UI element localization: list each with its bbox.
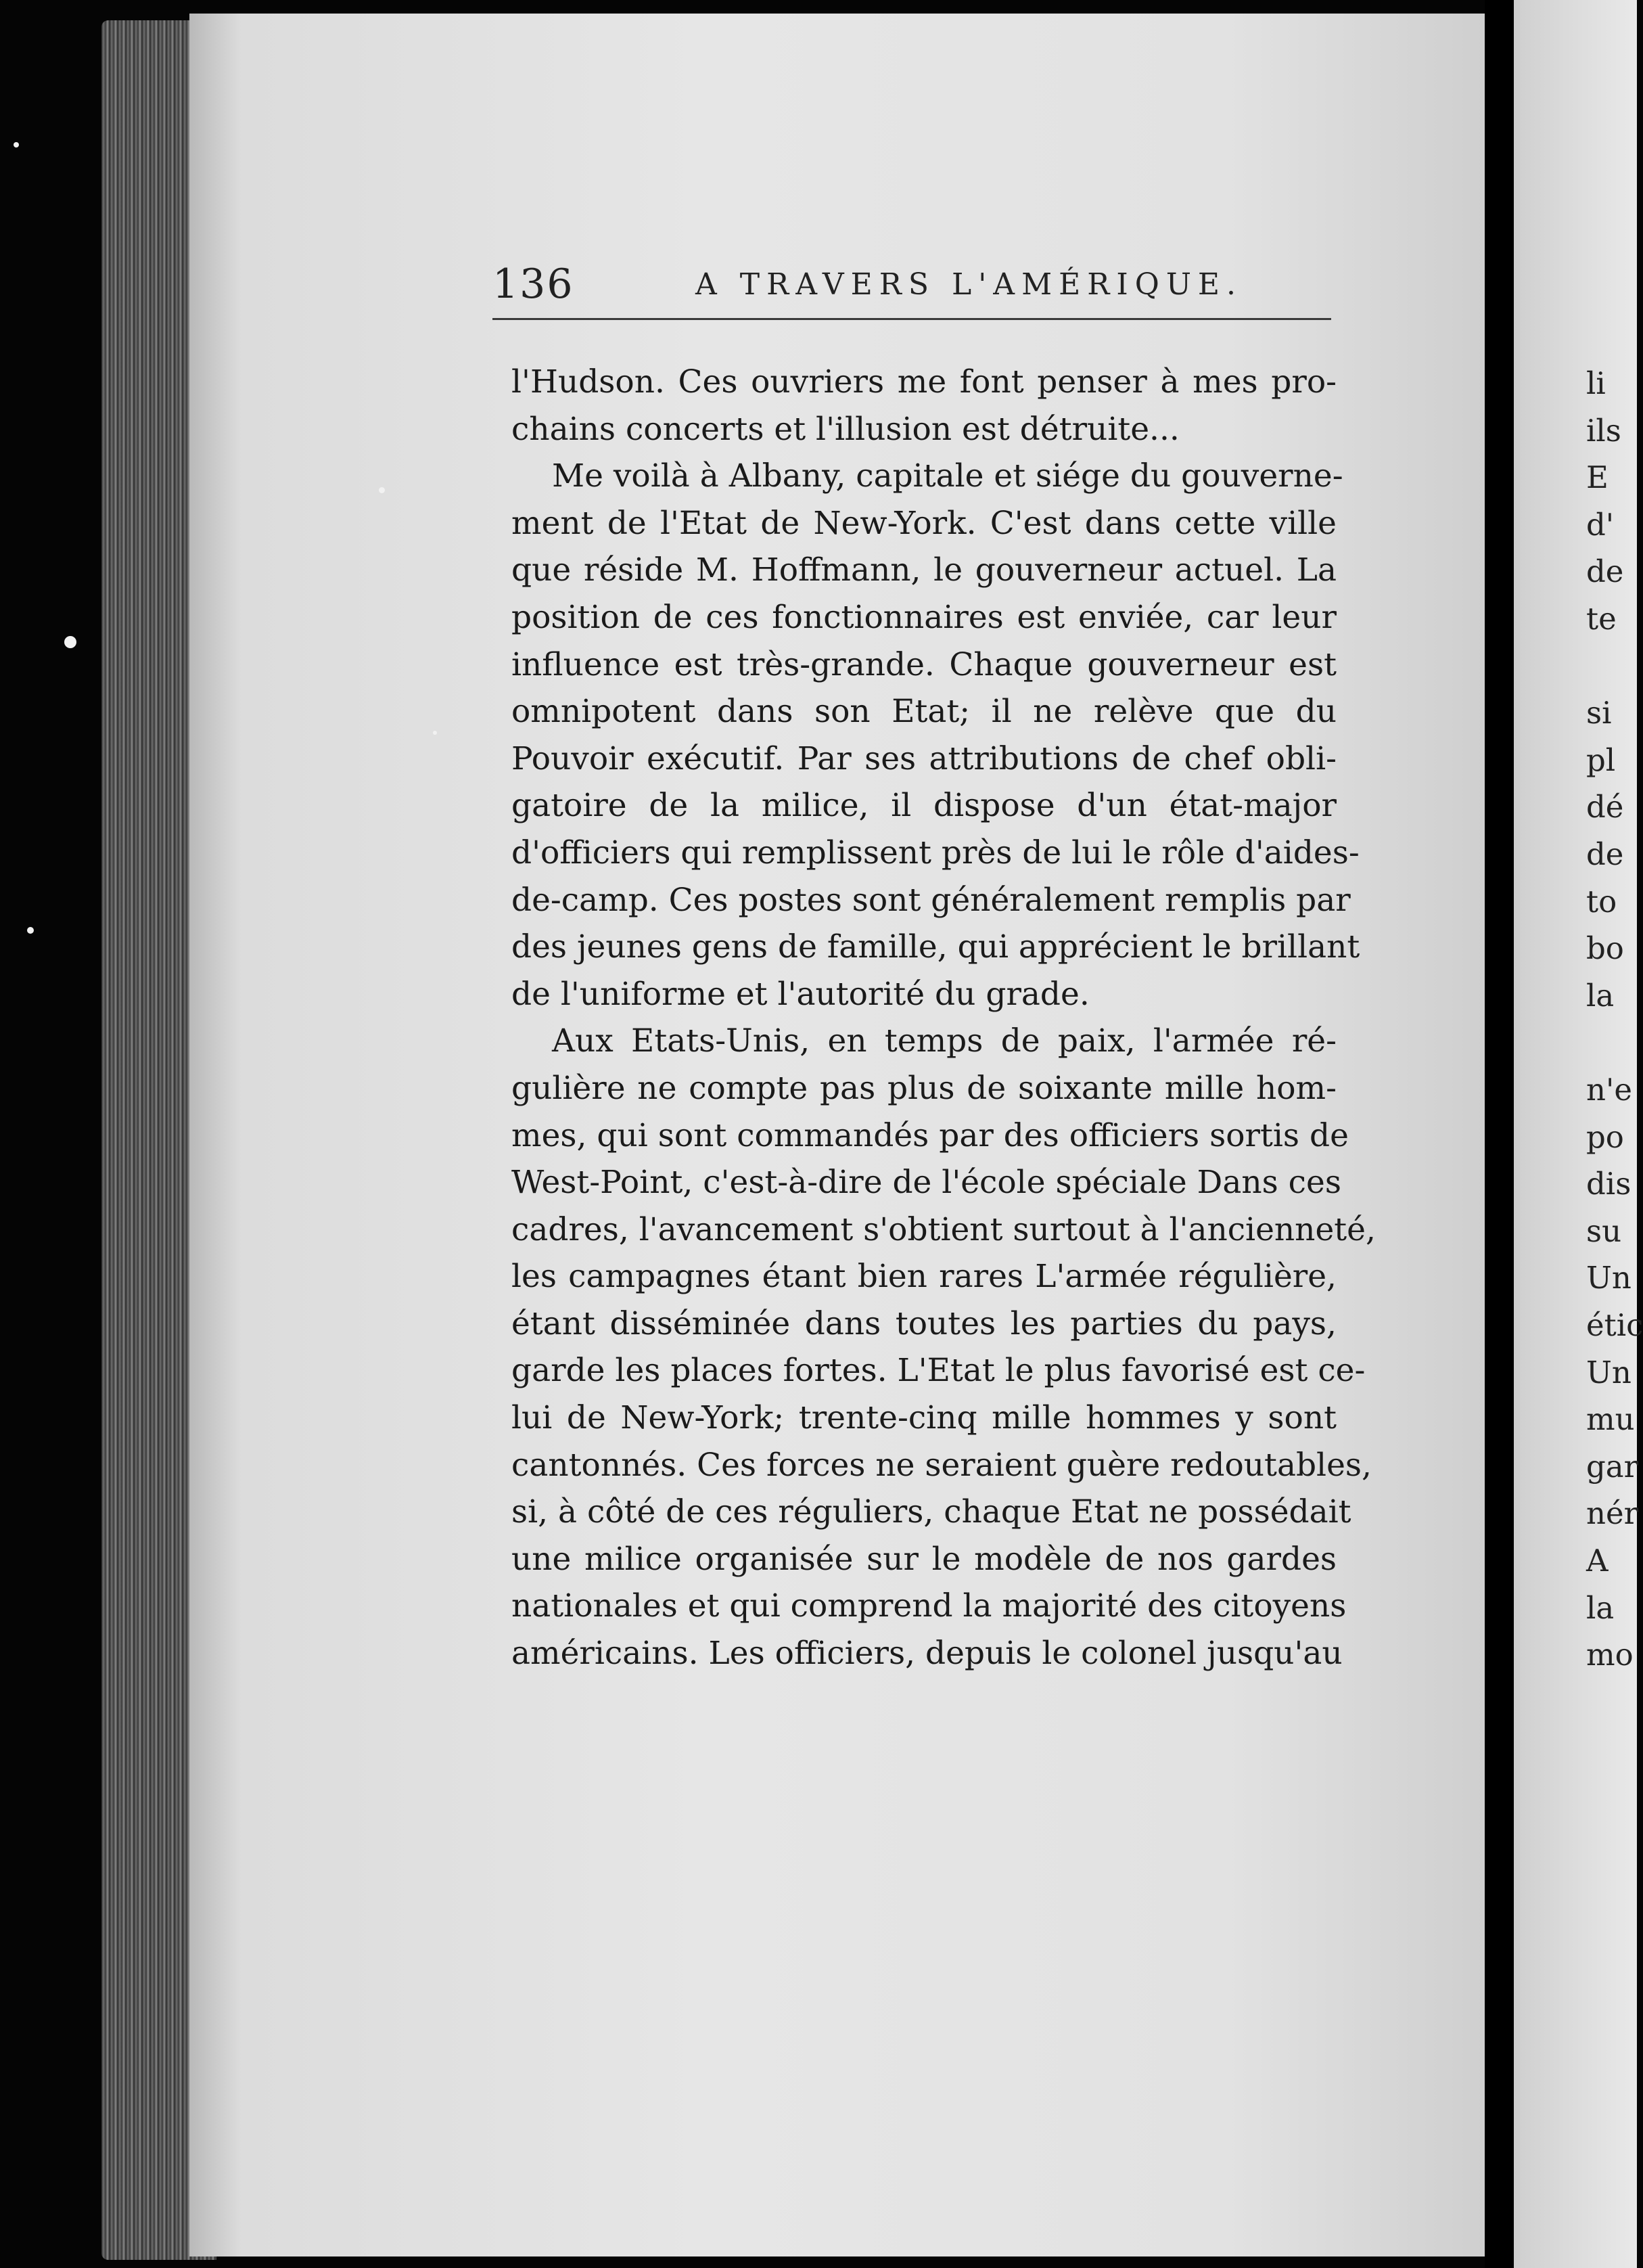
text-line: l'Hudson. Ces ouvriers me font penser à mes pro- [511,363,1337,401]
text-line: Pouvoir exécutif. Par ses attributions de chef obli- [511,740,1337,777]
facing-page-fragment: mu [1586,1401,1635,1438]
text-line: étant disséminée dans toutes les parties du pays, [511,1305,1337,1342]
facing-page-fragment: te [1586,601,1617,637]
facing-page-fragment: po [1586,1118,1624,1155]
facing-page-fragment: su [1586,1212,1622,1249]
facing-page-fragment: Un [1586,1354,1632,1390]
text-line: chains concerts et l'illusion est détruite... [511,410,1180,448]
text-line: américains. Les officiers, depuis le colonel jusqu'au [511,1635,1343,1673]
text-line: West-Point, c'est-à-dire de l'école spéciale Dans ces [511,1164,1341,1202]
facing-page-fragment: la [1586,977,1615,1014]
text-line: mes, qui sont commandés par des officiers sortis de [511,1116,1349,1154]
text-line: de l'uniforme et l'autorité du grade. [511,975,1090,1013]
text-line: garde les places fortes. L'Etat le plus favorisé est ce- [511,1352,1366,1390]
facing-page-fragment: mo [1586,1637,1634,1673]
facing-page-fragment: si [1586,695,1612,731]
facing-page-fragment: de [1586,836,1624,872]
scan-speck [64,636,76,648]
text-line: d'officiers qui remplissent près de lui le rôle d'aides- [511,834,1360,871]
scan-speck [14,142,19,148]
running-title: A TRAVERS L'AMÉRIQUE. [695,267,1243,302]
facing-page-fragment: de [1586,553,1624,590]
facing-page-fragment: li [1586,365,1606,401]
text-line: gatoire de la milice, il dispose d'un état-major [511,787,1337,825]
text-line: ment de l'Etat de New-York. C'est dans cette ville [511,504,1337,542]
book-gutter [1485,0,1514,2268]
scan-speck [379,487,385,493]
facing-page-fragment: to [1586,883,1617,920]
facing-page-fragment: nér [1586,1495,1639,1532]
text-line: influence est très-grande. Chaque gouverneur est [511,645,1337,683]
text-line: lui de New-York; trente-cinq mille hommes y sont [511,1399,1337,1437]
facing-page-fragment: pl [1586,742,1616,778]
text-line: position de ces fonctionnaires est enviée, car leur [511,598,1337,636]
scan-speck [27,927,34,934]
body-text [511,359,1376,1677]
text-line: une milice organisée sur le modèle de nos gardes [511,1540,1337,1578]
facing-page-fragment: la [1586,1589,1615,1626]
text-line: cadres, l'avancement s'obtient surtout à l'ancienneté, [511,1210,1376,1248]
text-line: gulière ne compte pas plus de soixante mille hom- [511,1069,1337,1107]
header-rule [492,318,1331,320]
text-line: des jeunes gens de famille, qui apprécient le brillant [511,928,1360,966]
facing-page-fragment: dis [1586,1166,1632,1202]
facing-page-fragment: étic [1586,1307,1643,1343]
text-line: les campagnes étant bien rares L'armée régulière, [511,1258,1337,1296]
text-line: omnipotent dans son Etat; il ne relève que du [511,693,1337,731]
text-line: si, à côté de ces réguliers, chaque Etat ne possédait [511,1493,1351,1531]
facing-page-fragment: E [1586,459,1609,496]
page-header [492,260,1331,308]
text-line: Me voilà à Albany, capitale et siége du gouverne- [552,457,1343,495]
facing-page-fragment: dé [1586,789,1624,825]
facing-page-fragment: bo [1586,930,1624,967]
text-line: de-camp. Ces postes sont généralement remplis par [511,881,1351,919]
text-line: que réside M. Hoffmann, le gouverneur actuel. La [511,551,1337,589]
text-line: Aux Etats-Unis, en temps de paix, l'armée ré- [552,1022,1337,1060]
facing-page-fragment: d' [1586,506,1615,543]
text-line: nationales et qui comprend la majorité des citoyens [511,1587,1347,1625]
facing-page-fragment: A [1586,1543,1609,1579]
page-number: 136 [492,260,574,308]
scan-speck [433,731,437,735]
facing-page-fragment: Un [1586,1260,1632,1296]
text-line: cantonnés. Ces forces ne seraient guère redoutables, [511,1446,1372,1484]
facing-page-fragment: gar [1586,1448,1639,1484]
facing-page-fragment: ils [1586,412,1621,449]
facing-page-fragment: n'e [1586,1072,1632,1108]
